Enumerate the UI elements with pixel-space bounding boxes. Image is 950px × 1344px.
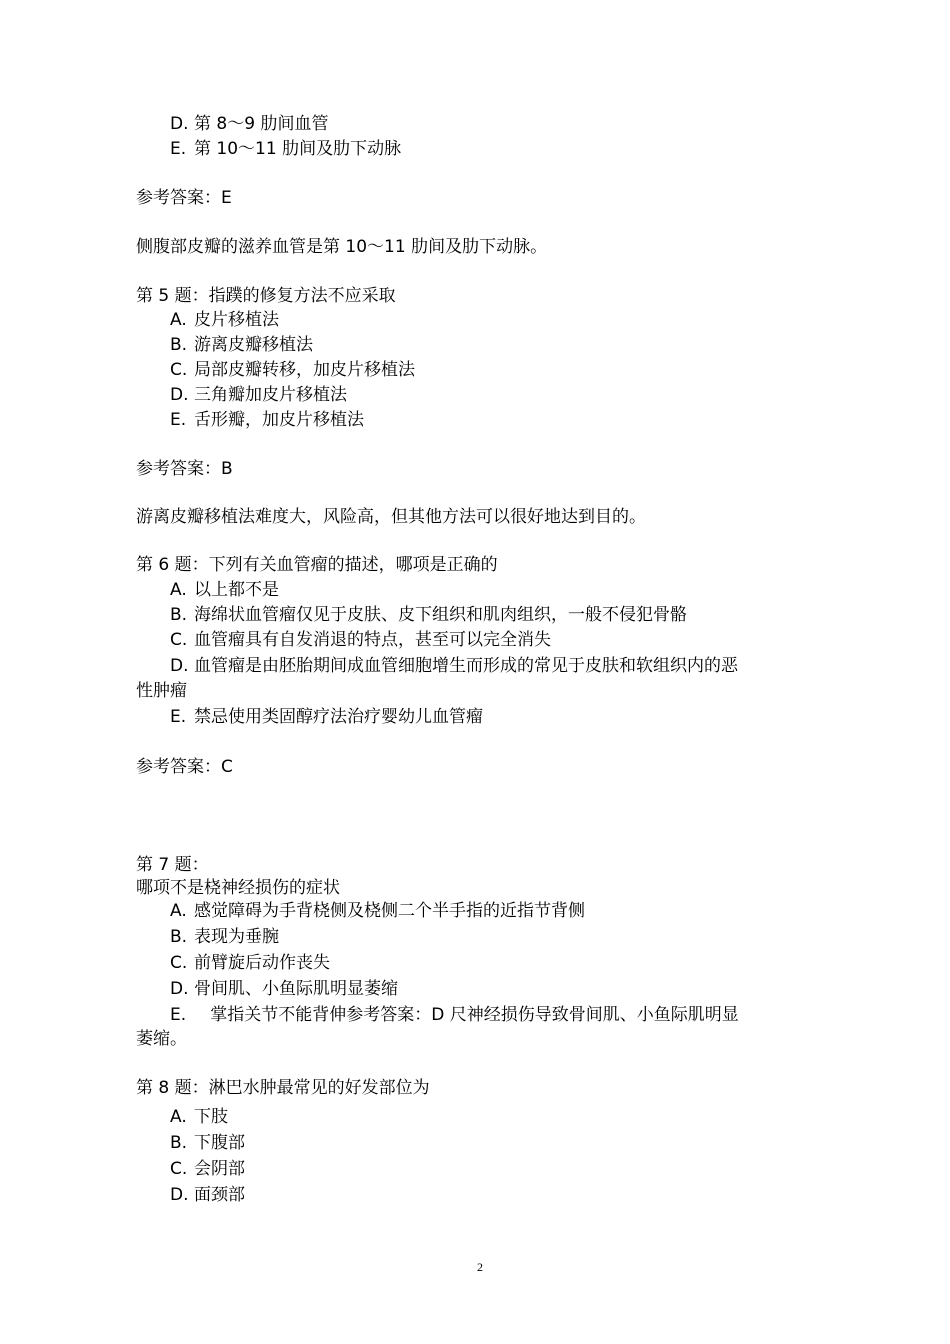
q7-title: 第 7 题： (136, 855, 209, 875)
q5-answer: 参考答案：B (136, 459, 233, 479)
q7-option-a: A. 感觉障碍为手背桡侧及桡侧二个半手指的近指节背侧 (170, 901, 585, 921)
q4-explanation: 侧腹部皮瓣的滋养血管是第 10～11 肋间及肋下动脉。 (136, 237, 548, 257)
q6-option-d-wrap: 性肿瘤 (136, 681, 187, 701)
q4-option-e: E. 第 10～11 肋间及肋下动脉 (170, 139, 402, 159)
q4-answer: 参考答案：E (136, 188, 232, 208)
q8-option-c: C. 会阴部 (170, 1159, 245, 1179)
q6-option-e: E. 禁忌使用类固醇疗法治疗婴幼儿血管瘤 (170, 707, 483, 727)
q6-option-c: C. 血管瘤具有自发消退的特点，甚至可以完全消失 (170, 630, 551, 650)
q6-option-a: A. 以上都不是 (170, 580, 279, 600)
q6-option-d: D. 血管瘤是由胚胎期间成血管细胞增生而形成的常见于皮肤和软组织内的恶 (170, 656, 738, 676)
q6-option-b: B. 海绵状血管瘤仅见于皮肤、皮下组织和肌肉组织，一般不侵犯骨骼 (170, 605, 687, 625)
q5-title: 第 5 题：指蹼的修复方法不应采取 (136, 286, 396, 306)
q5-option-b: B. 游离皮瓣移植法 (170, 335, 313, 355)
q5-option-c: C. 局部皮瓣转移，加皮片移植法 (170, 360, 415, 380)
q7-option-c: C. 前臂旋后动作丧失 (170, 953, 330, 973)
q8-option-b: B. 下腹部 (170, 1133, 245, 1153)
q7-option-d: D. 骨间肌、小鱼际肌明显萎缩 (170, 979, 398, 999)
q5-explanation: 游离皮瓣移植法难度大，风险高，但其他方法可以很好地达到目的。 (136, 507, 646, 527)
q5-option-d: D. 三角瓣加皮片移植法 (170, 385, 347, 405)
q7-option-e: E. 掌指关节不能背伸参考答案：D 尺神经损伤导致骨间肌、小鱼际肌明显 (170, 1005, 739, 1025)
q7-option-e-wrap: 萎缩。 (136, 1029, 187, 1049)
q7-option-b: B. 表现为垂腕 (170, 927, 279, 947)
page-number: 2 (477, 1260, 483, 1274)
q8-option-a: A. 下肢 (170, 1107, 228, 1127)
q4-option-d: D. 第 8～9 肋间血管 (170, 114, 329, 134)
q5-option-a: A. 皮片移植法 (170, 310, 279, 330)
q6-title: 第 6 题：下列有关血管瘤的描述，哪项是正确的 (136, 555, 498, 575)
q8-title: 第 8 题：淋巴水肿最常见的好发部位为 (136, 1078, 430, 1098)
q7-stem: 哪项不是桡神经损伤的症状 (136, 878, 340, 898)
q5-option-e: E. 舌形瓣，加皮片移植法 (170, 410, 364, 430)
q8-option-d: D. 面颈部 (170, 1185, 245, 1205)
q6-answer: 参考答案：C (136, 757, 233, 777)
